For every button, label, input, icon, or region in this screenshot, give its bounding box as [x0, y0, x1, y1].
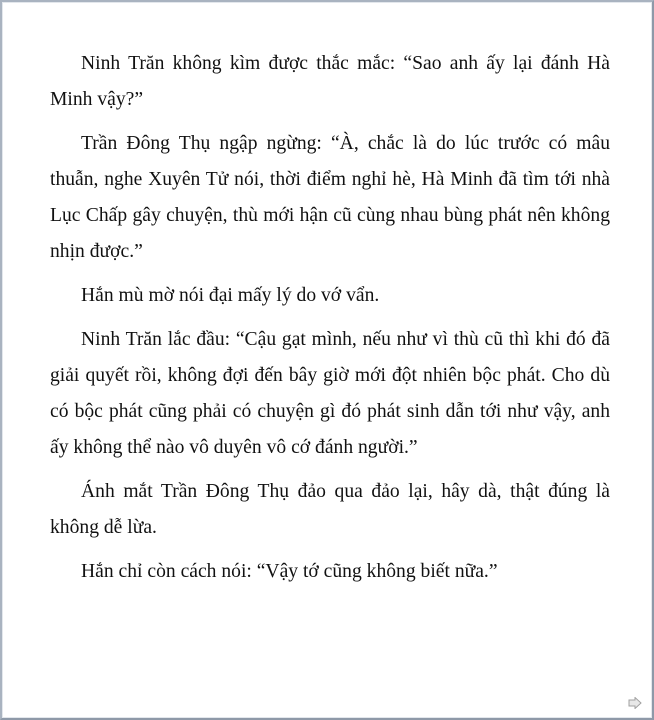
paragraph-1: Ninh Trăn không kìm được thắc mắc: “Sao anh ấy lại đánh Hà Minh vậy?”: [50, 53, 610, 110]
paragraph-6: Hắn chỉ còn cách nói: “Vậy tớ cũng không biết nữa.”: [81, 561, 498, 582]
paragraph-2: Trần Đông Thụ ngập ngừng: “À, chắc là do lúc trước có mâu thuẫn, nghe Xuyên Tử nói, thời điểm nghỉ hè, Hà Minh đã tìm tới nhà Lục Chấp gây chuyện, thù mới hận cũ cùng nhau bùng phát nên không nhịn được.”: [50, 133, 610, 262]
page-next-arrow-icon[interactable]: [628, 696, 642, 708]
document-body: [50, 46, 610, 598]
paragraph-5: Ánh mắt Trần Đông Thụ đảo qua đảo lại, hây dà, thật đúng là không dễ lừa.: [50, 481, 610, 538]
paragraph-3: Hắn mù mờ nói đại mấy lý do vớ vẩn.: [81, 285, 380, 306]
paragraph-4: Ninh Trăn lắc đầu: “Cậu gạt mình, nếu như vì thù cũ thì khi đó đã giải quyết rồi, không đợi đến bây giờ mới đột nhiên bộc phát. Cho dù có bộc phát cũng phải có chuyện gì đó phát sinh dẫn tới như vậy, anh ấy không thể nào vô duyên vô cớ đánh người.”: [50, 329, 610, 458]
